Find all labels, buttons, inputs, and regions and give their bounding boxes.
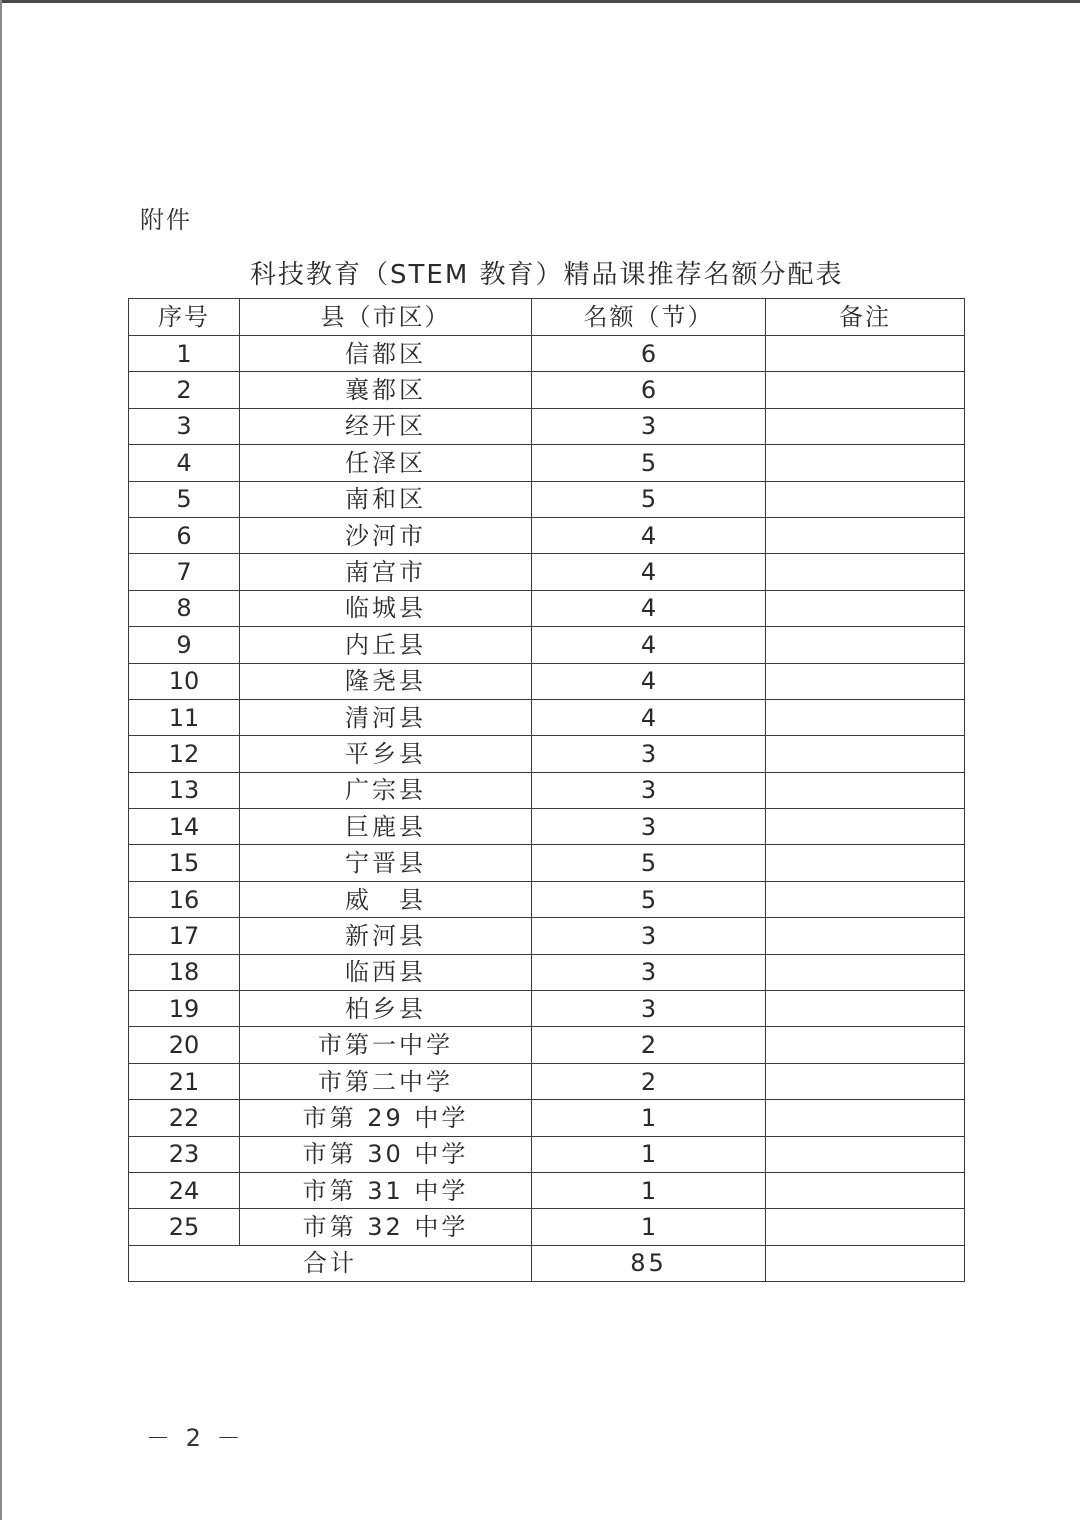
header-seq: 序号 [129,299,240,336]
cell-quota: 2 [532,1063,766,1099]
cell-county: 威 县 [240,881,532,917]
cell-county: 平乡县 [240,736,532,772]
cell-quota: 1 [532,1100,766,1136]
cell-remark [766,845,965,881]
cell-seq: 16 [129,881,240,917]
cell-seq: 7 [129,554,240,590]
cell-county: 市第一中学 [240,1027,532,1063]
cell-remark [766,1209,965,1245]
cell-seq: 4 [129,445,240,481]
cell-county: 临城县 [240,590,532,626]
cell-remark [766,918,965,954]
table-body [129,336,965,1282]
cell-remark [766,408,965,444]
table-row [129,954,965,990]
cell-quota: 3 [532,408,766,444]
cell-remark [766,517,965,553]
table-row [129,554,965,590]
cell-seq: 14 [129,809,240,845]
table-row [129,445,965,481]
table-row [129,336,965,372]
cell-remark [766,991,965,1027]
table-row [129,1100,965,1136]
cell-remark [766,809,965,845]
table-row [129,699,965,735]
table-row [129,991,965,1027]
cell-remark [766,699,965,735]
cell-county: 沙河市 [240,517,532,553]
cell-seq: 23 [129,1136,240,1172]
cell-county: 襄都区 [240,372,532,408]
table-row [129,1063,965,1099]
table-row [129,627,965,663]
table-row [129,1209,965,1245]
total-label: 合计 [129,1245,532,1281]
header-quota: 名额（节） [532,299,766,336]
cell-quota: 4 [532,699,766,735]
cell-seq: 2 [129,372,240,408]
cell-county: 市第 29 中学 [240,1100,532,1136]
table-row [129,1027,965,1063]
page-number: － 2 － [146,1424,245,1452]
table-row [129,590,965,626]
table-row [129,845,965,881]
table-row [129,1172,965,1208]
quota-allocation-table [128,298,965,1282]
cell-remark [766,627,965,663]
table-header-row [129,299,965,336]
cell-quota: 3 [532,736,766,772]
cell-remark [766,590,965,626]
cell-remark [766,481,965,517]
table-row [129,517,965,553]
cell-remark [766,1136,965,1172]
table-row [129,481,965,517]
cell-quota: 4 [532,590,766,626]
cell-quota: 1 [532,1209,766,1245]
cell-quota: 3 [532,809,766,845]
cell-quota: 5 [532,481,766,517]
cell-county: 经开区 [240,408,532,444]
cell-county: 市第 32 中学 [240,1209,532,1245]
cell-quota: 5 [532,845,766,881]
cell-remark [766,554,965,590]
attachment-label: 附件 [140,206,192,234]
cell-remark [766,772,965,808]
cell-county: 信都区 [240,336,532,372]
table-total-row [129,1245,965,1281]
document-title: 科技教育（STEM 教育）精品课推荐名额分配表 [250,260,844,290]
cell-seq: 9 [129,627,240,663]
cell-seq: 13 [129,772,240,808]
cell-quota: 3 [532,918,766,954]
cell-county: 市第二中学 [240,1063,532,1099]
total-remark [766,1245,965,1281]
cell-seq: 5 [129,481,240,517]
cell-county: 市第 30 中学 [240,1136,532,1172]
scan-left-edge [0,0,2,1520]
cell-seq: 6 [129,517,240,553]
table-row [129,918,965,954]
cell-county: 临西县 [240,954,532,990]
cell-quota: 5 [532,881,766,917]
cell-county: 内丘县 [240,627,532,663]
total-quota: 85 [532,1245,766,1281]
cell-remark [766,954,965,990]
cell-remark [766,445,965,481]
cell-county: 南宫市 [240,554,532,590]
cell-seq: 19 [129,991,240,1027]
cell-remark [766,372,965,408]
table-row [129,1136,965,1172]
scan-top-edge [0,0,1080,3]
cell-quota: 3 [532,954,766,990]
cell-remark [766,1100,965,1136]
table-row [129,809,965,845]
cell-quota: 3 [532,772,766,808]
cell-county: 新河县 [240,918,532,954]
cell-quota: 6 [532,336,766,372]
table-row [129,772,965,808]
cell-seq: 24 [129,1172,240,1208]
cell-remark [766,1172,965,1208]
table-row [129,736,965,772]
cell-seq: 25 [129,1209,240,1245]
cell-seq: 21 [129,1063,240,1099]
cell-quota: 2 [532,1027,766,1063]
cell-county: 清河县 [240,699,532,735]
cell-seq: 17 [129,918,240,954]
cell-county: 宁晋县 [240,845,532,881]
table-row [129,663,965,699]
cell-remark [766,736,965,772]
cell-quota: 4 [532,663,766,699]
cell-quota: 6 [532,372,766,408]
cell-county: 市第 31 中学 [240,1172,532,1208]
cell-county: 柏乡县 [240,991,532,1027]
cell-county: 南和区 [240,481,532,517]
cell-seq: 20 [129,1027,240,1063]
cell-remark [766,881,965,917]
cell-seq: 22 [129,1100,240,1136]
table-row [129,881,965,917]
cell-remark [766,336,965,372]
header-county: 县（市区） [240,299,532,336]
cell-seq: 18 [129,954,240,990]
cell-remark [766,1027,965,1063]
cell-quota: 4 [532,517,766,553]
cell-quota: 5 [532,445,766,481]
cell-quota: 4 [532,627,766,663]
cell-quota: 3 [532,991,766,1027]
cell-seq: 3 [129,408,240,444]
cell-county: 广宗县 [240,772,532,808]
cell-seq: 12 [129,736,240,772]
cell-county: 隆尧县 [240,663,532,699]
table-row [129,408,965,444]
cell-quota: 1 [532,1172,766,1208]
cell-seq: 8 [129,590,240,626]
cell-county: 任泽区 [240,445,532,481]
cell-remark [766,1063,965,1099]
cell-seq: 11 [129,699,240,735]
header-remark: 备注 [766,299,965,336]
cell-remark [766,663,965,699]
cell-quota: 1 [532,1136,766,1172]
cell-quota: 4 [532,554,766,590]
table-row [129,372,965,408]
cell-seq: 1 [129,336,240,372]
cell-seq: 10 [129,663,240,699]
cell-seq: 15 [129,845,240,881]
cell-county: 巨鹿县 [240,809,532,845]
